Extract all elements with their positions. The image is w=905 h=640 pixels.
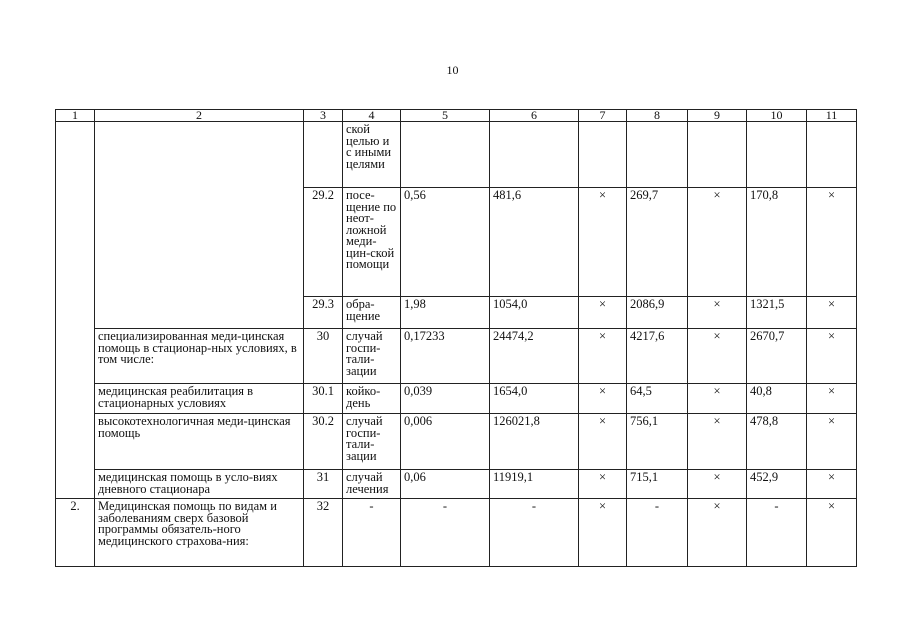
value-cell: × — [807, 384, 857, 414]
value-cell: 1654,0 — [490, 384, 579, 414]
header-cell: 4 — [343, 110, 401, 122]
value-cell: 4217,6 — [627, 329, 688, 384]
value-cell: 40,8 — [747, 384, 807, 414]
page-number: 10 — [446, 63, 459, 77]
value-cell: × — [807, 329, 857, 384]
value-cell — [401, 122, 490, 188]
value-cell: × — [579, 499, 627, 567]
value-cell: 452,9 — [747, 470, 807, 499]
header-row — [56, 110, 857, 122]
value-cell: 0,006 — [401, 414, 490, 470]
header-cell: 7 — [579, 110, 627, 122]
value-cell: × — [688, 384, 747, 414]
value-cell: 170,8 — [747, 188, 807, 297]
value-cell — [627, 122, 688, 188]
value-cell: × — [579, 297, 627, 329]
unit-cell: - — [343, 499, 401, 567]
code-cell: 31 — [304, 470, 343, 499]
value-cell: 64,5 — [627, 384, 688, 414]
value-cell: 478,8 — [747, 414, 807, 470]
value-cell: × — [807, 414, 857, 470]
value-cell: 756,1 — [627, 414, 688, 470]
value-cell: × — [688, 297, 747, 329]
row-number-cell: 2. — [56, 499, 95, 567]
value-cell — [490, 122, 579, 188]
value-cell — [688, 122, 747, 188]
header-cell: 8 — [627, 110, 688, 122]
value-cell: × — [688, 470, 747, 499]
value-cell: 1321,5 — [747, 297, 807, 329]
header-cell: 1 — [56, 110, 95, 122]
value-cell: 2086,9 — [627, 297, 688, 329]
code-cell — [304, 122, 343, 188]
value-cell: - — [401, 499, 490, 567]
value-cell: × — [688, 188, 747, 297]
table-row — [56, 384, 857, 414]
value-cell: 2670,7 — [747, 329, 807, 384]
service-name-cell: высокотехнологичная меди-цинская помощь — [95, 414, 304, 470]
table-row — [56, 122, 857, 188]
header-cell: 2 — [95, 110, 304, 122]
service-name-cell: медицинская реабилитация в стационарных условиях — [95, 384, 304, 414]
header-cell: 3 — [304, 110, 343, 122]
value-cell: × — [688, 329, 747, 384]
header-cell: 9 — [688, 110, 747, 122]
unit-cell: койко-день — [343, 384, 401, 414]
value-cell: 269,7 — [627, 188, 688, 297]
code-cell: 29.3 — [304, 297, 343, 329]
value-cell: × — [579, 414, 627, 470]
table-row — [56, 414, 857, 470]
value-cell: × — [688, 414, 747, 470]
value-cell: × — [807, 470, 857, 499]
value-cell: 0,17233 — [401, 329, 490, 384]
value-cell: 715,1 — [627, 470, 688, 499]
value-cell: × — [688, 499, 747, 567]
value-cell: 1,98 — [401, 297, 490, 329]
code-cell: 30.2 — [304, 414, 343, 470]
value-cell — [747, 122, 807, 188]
code-cell: 30 — [304, 329, 343, 384]
value-cell: × — [579, 384, 627, 414]
value-cell: 11919,1 — [490, 470, 579, 499]
header-cell: 6 — [490, 110, 579, 122]
table-row — [56, 499, 857, 567]
data-table — [55, 109, 857, 567]
value-cell: 1054,0 — [490, 297, 579, 329]
unit-cell: случай лечения — [343, 470, 401, 499]
value-cell: × — [579, 470, 627, 499]
value-cell: 0,56 — [401, 188, 490, 297]
value-cell: × — [807, 297, 857, 329]
value-cell: 0,039 — [401, 384, 490, 414]
service-name-cell: Медицинская помощь по видам и заболеваниям сверх базовой программы обязатель-ного медицинского страхова-ния: — [95, 499, 304, 567]
value-cell: 0,06 — [401, 470, 490, 499]
header-cell: 5 — [401, 110, 490, 122]
unit-cell: посе-щение по неот-ложной меди-цин-ской помощи — [343, 188, 401, 297]
value-cell: 126021,8 — [490, 414, 579, 470]
value-cell: × — [579, 188, 627, 297]
value-cell — [579, 122, 627, 188]
table-row — [56, 470, 857, 499]
service-name-cell: медицинская помощь в усло-виях дневного стационара — [95, 470, 304, 499]
header-cell: 10 — [747, 110, 807, 122]
service-name-cell — [95, 122, 304, 329]
header-cell: 11 — [807, 110, 857, 122]
code-cell: 30.1 — [304, 384, 343, 414]
value-cell: - — [747, 499, 807, 567]
unit-cell: ской целью и с иными целями — [343, 122, 401, 188]
value-cell: - — [490, 499, 579, 567]
row-number-cell — [56, 122, 95, 499]
unit-cell: обра-щение — [343, 297, 401, 329]
code-cell: 32 — [304, 499, 343, 567]
service-name-cell: специализированная меди-цинская помощь в стационар-ных условиях, в том числе: — [95, 329, 304, 384]
unit-cell: случай госпи-тали-зации — [343, 414, 401, 470]
value-cell: 24474,2 — [490, 329, 579, 384]
code-cell: 29.2 — [304, 188, 343, 297]
value-cell: - — [627, 499, 688, 567]
value-cell: × — [807, 188, 857, 297]
table-row — [56, 329, 857, 384]
value-cell: × — [807, 499, 857, 567]
value-cell — [807, 122, 857, 188]
value-cell: 481,6 — [490, 188, 579, 297]
unit-cell: случай госпи-тали-зации — [343, 329, 401, 384]
value-cell: × — [579, 329, 627, 384]
